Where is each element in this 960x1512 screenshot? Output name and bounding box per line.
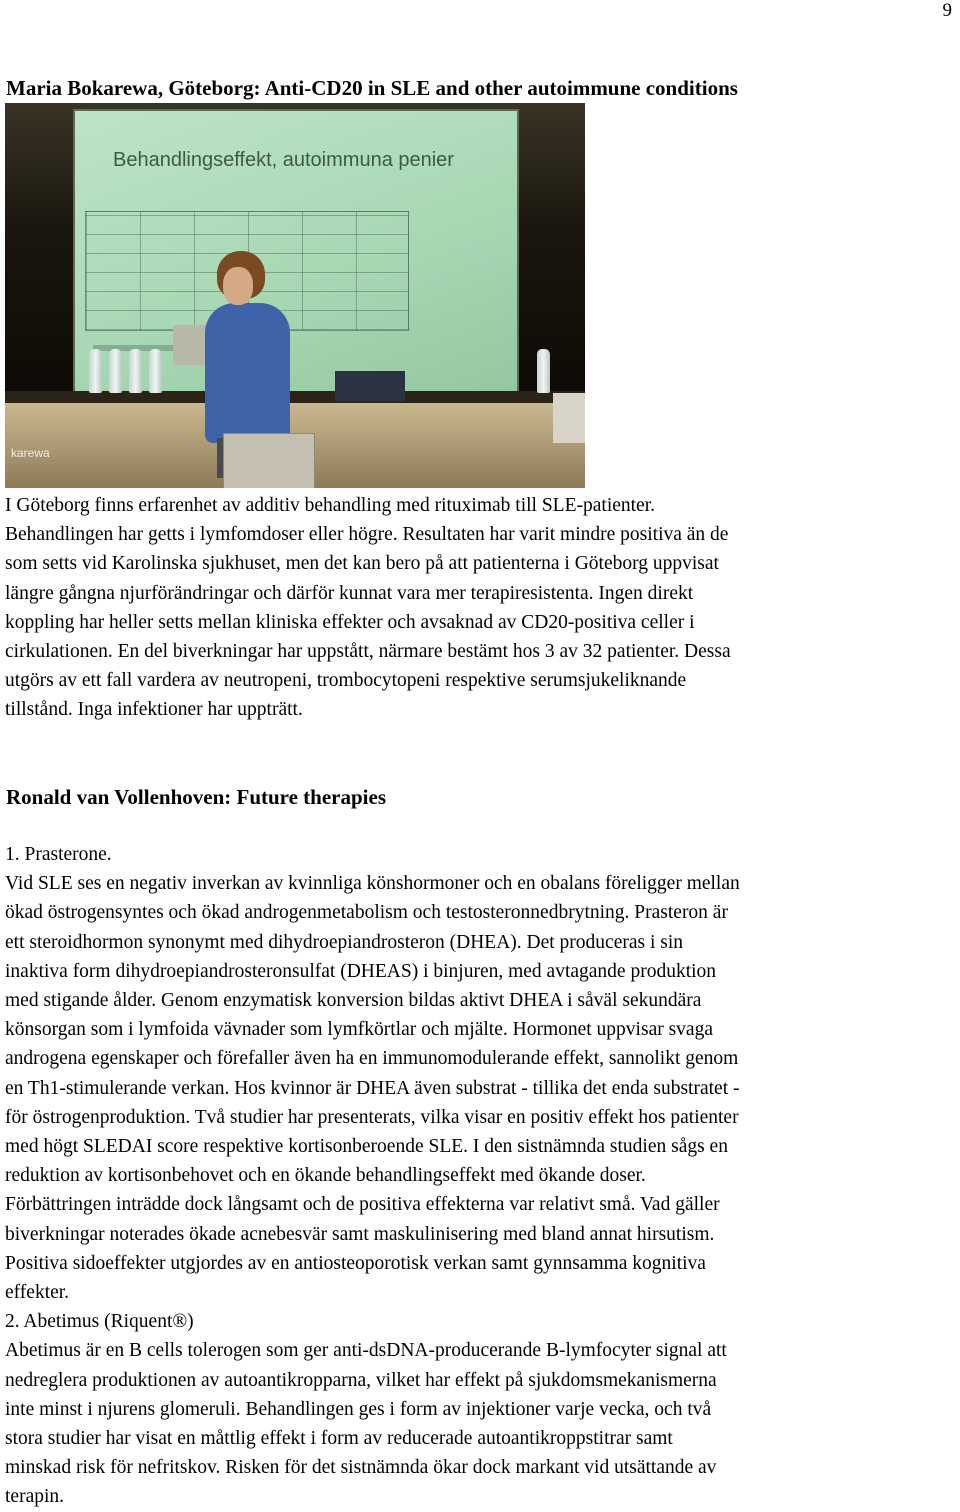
text-line: könsorgan som i lymfoida vävnader som lymfkörtlar och mjälte. Hormonet uppvisar svaga (5, 1019, 713, 1041)
text-line: stora studier har visat en måttlig effekt i form av reducerade autoantikroppstitrar samt (5, 1428, 673, 1450)
text-line: ökad östrogensyntes och ökad androgenmetabolism och testosteronnedbrytning. Prasteron är (5, 902, 728, 924)
text-line: minskad risk för nefritskov. Risken för det sistnämnda ökar dock markant vid utsättande av (5, 1457, 717, 1479)
text-line: utgörs av ett fall vardera av neutropeni, trombocytopeni respektive serumsjukeliknande (5, 670, 687, 692)
list-item-abetimus: 2. Abetimus (Riquent®) (5, 1311, 194, 1333)
water-bottle (109, 349, 122, 393)
text-line: för östrogenproduktion. Två studier har presenterats, vilka visar en positiv effekt hos patienter (5, 1106, 739, 1128)
text-line: med högt SLEDAI score respektive kortisonberoende SLE. I den sistnämnda studien sågs en (5, 1136, 728, 1158)
text-line: ett steroidhormon synonymt med dihydroepiandrosteron (DHEA). Det produceras i sin (5, 931, 684, 953)
text-line: Behandlingen har getts i lymfomdoser eller högre. Resultaten har varit mindre positiva än de (5, 524, 729, 546)
text-line: Förbättringen inträdde dock långsamt och de positiva effekterna var relativt små. Vad gäller (5, 1194, 720, 1216)
text-line: Positiva sidoeffekter utgjordes av en antiosteoporotisk verkan samt gynnsamma kognitiva (5, 1252, 706, 1274)
section-heading-bokarewa: Maria Bokarewa, Göteborg: Anti-CD20 in SLE and other autoimmune conditions (6, 76, 738, 100)
water-bottle (149, 349, 162, 393)
side-panel (553, 393, 585, 443)
text-line: Vid SLE ses en negativ inverkan av kvinnliga könshormoner och en obalans föreligger mellan (5, 873, 740, 895)
text-line: reduktion av kortisonbehovet och en ökande behandlingseffekt med ökande doser. (5, 1165, 646, 1187)
laptop (335, 371, 405, 401)
section-heading-vollenhoven: Ronald van Vollenhoven: Future therapies (6, 785, 386, 809)
text-line: med stigande ålder. Genom enzymatisk konversion bildas aktivt DHEA i såväl sekundära (5, 990, 702, 1012)
speaker-body (205, 303, 290, 443)
text-line: som setts vid Karolinska sjukhuset, men det kan bero på att patienterna i Göteborg uppvisat (5, 553, 719, 575)
name-sign-caption: karewa (11, 446, 50, 460)
text-line: terapin. (5, 1486, 65, 1508)
text-line: inte minst i njurens glomeruli. Behandlingen ges i form av injektioner varje vecka, och två (5, 1398, 712, 1420)
page-number: 9 (942, 0, 952, 21)
text-line: androgena egenskaper och förefaller även ha en immunomodulerande effekt, sannolikt genom (5, 1048, 739, 1070)
water-bottle (89, 349, 102, 393)
text-line: koppling har heller setts mellan kliniska effekter och avsaknad av CD20-positiva celler i (5, 611, 695, 633)
equipment-box (223, 433, 315, 488)
text-line: cirkulationen. En del biverkningar har uppstått, närmare bestämt hos 3 av 32 patienter. Dessa (5, 641, 731, 663)
text-line: biverkningar noterades ökade acnebesvär samt maskulinisering med bland annat hirsutism. (5, 1223, 715, 1245)
text-line: tillstånd. Inga infektioner har uppträtt. (5, 699, 303, 721)
text-line: en Th1-stimulerande verkan. Hos kvinnor är DHEA även substrat - tillika det enda substratet - (5, 1077, 740, 1099)
text-line: inaktiva form dihydroepiandrosteronsulfat (DHEAS) i binjuren, med avtagande produktion (5, 960, 717, 982)
water-bottle (537, 349, 550, 393)
list-item-prasterone: 1. Prasterone. (5, 844, 112, 865)
text-line: Abetimus är en B cells tolerogen som ger anti-dsDNA-producerande B-lymfocyter signal att (5, 1340, 727, 1362)
goteborg-paragraph (5, 491, 960, 725)
speaker-face (223, 267, 253, 305)
conference-photo (5, 103, 585, 488)
text-line: nedreglera produktionen av autoantikropparna, vilket har effekt på sjukdomsmekanismerna (5, 1369, 717, 1391)
text-line: längre gångna njurförändringar och därför kunnat vara mer terapiresistenta. Ingen direkt (5, 582, 694, 604)
text-line: I Göteborg finns erfarenhet av additiv behandling med rituximab till SLE-patienter. (5, 495, 656, 516)
future-therapies-body (5, 840, 960, 1512)
text-line: effekter. (5, 1282, 70, 1304)
slide-title: Behandlingseffekt, autoimmuna penier (113, 149, 454, 171)
water-bottle (129, 349, 142, 393)
projection-screen (75, 111, 517, 391)
